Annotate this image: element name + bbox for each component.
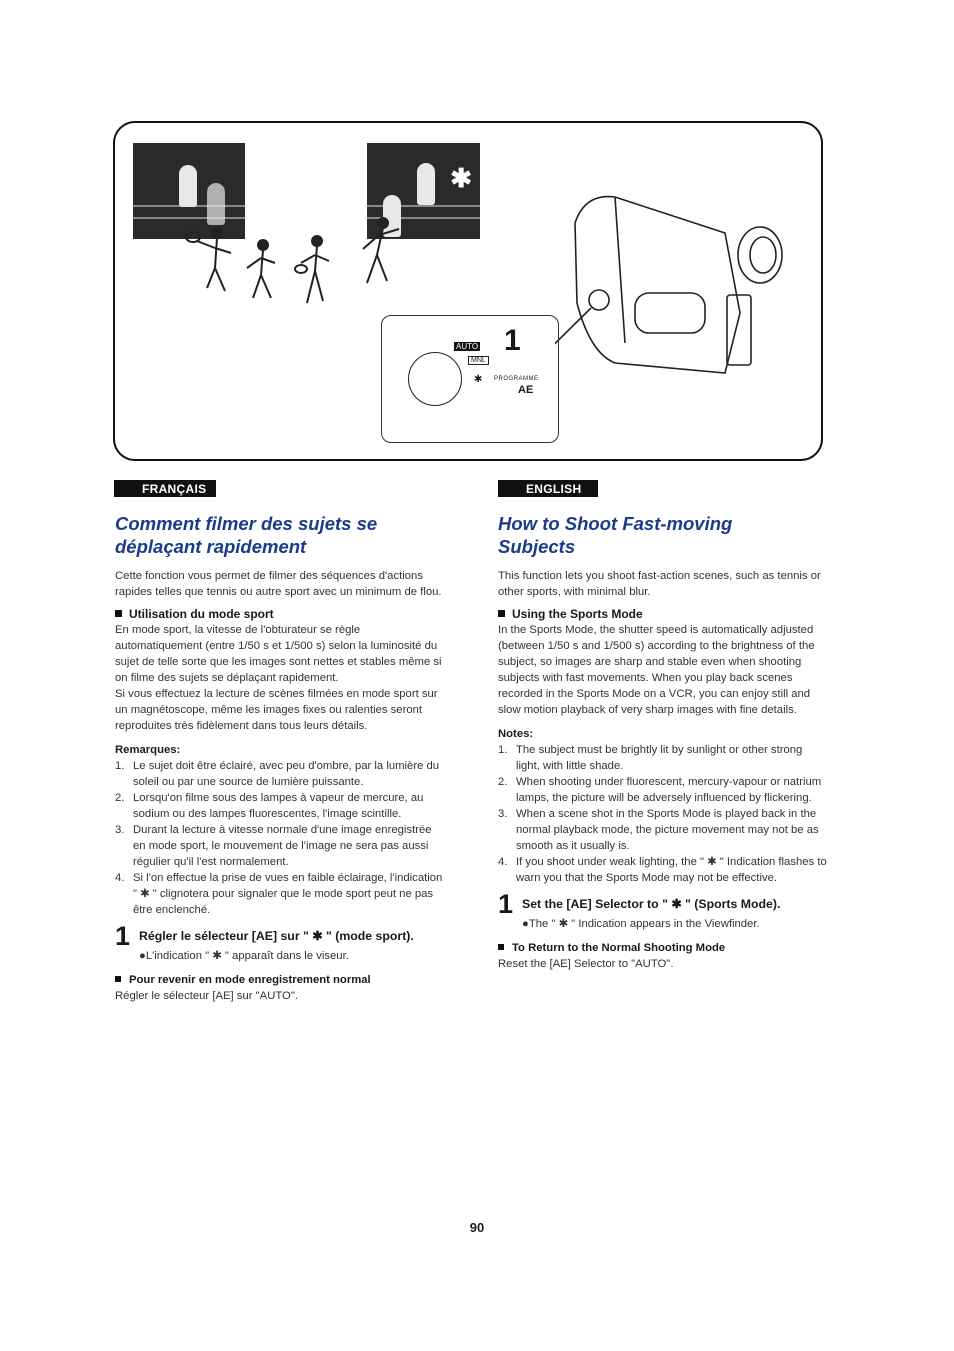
en-intro: This function lets you shoot fast-action scenes, such as tennis or other sports, with minimal blur. (498, 570, 821, 598)
ae-selector-dial (408, 352, 462, 406)
mnl-label: MNL (468, 356, 489, 365)
tab-english: ENGLISH (498, 480, 598, 497)
fr-section-heading: Utilisation du mode sport (115, 606, 445, 622)
list-item: 4. If you shoot under weak lighting, the " ✱ " Indication flashes to warn you that the Sports Mode may not be effective. (498, 856, 827, 884)
sports-mode-icon: ✱ (474, 374, 483, 385)
en-return-heading: To Return to the Normal Shooting Mode (498, 940, 828, 956)
list-item: 4. Si l'on effectue la prise de vues en faible éclairage, l'indication " ✱ " clignotera pour signaler que le mode sport peut ne pas être enclenché. (115, 872, 443, 916)
en-step-text: Set the [AE] Selector to " ✱ " (Sports Mode). (522, 897, 781, 911)
sports-mode-icon: ✱ (450, 163, 472, 193)
step-number: 1 (115, 921, 131, 951)
ae-selector-inset (381, 315, 559, 443)
en-title: How to Shoot Fast-moving Subjects (498, 513, 733, 557)
list-item: 2. Lorsqu'on filme sous des lampes à vapeur de mercure, au sodium ou des lampes fluorescentes, l'image scintille. (115, 792, 424, 820)
step-number: 1 (498, 889, 514, 919)
fr-intro: Cette fonction vous permet de filmer des séquences d'actions rapides telles que tennis ou autre sport avec un minimum de flou. (115, 570, 442, 598)
tennis-player-silhouettes (167, 213, 417, 313)
illustration-frame (113, 121, 823, 461)
tab-francais: FRANÇAIS (114, 480, 216, 497)
list-item: 2. When shooting under fluorescent, mercury-vapour or natrium lamps, the picture will be adversely influenced by flickering. (498, 776, 822, 804)
fr-step-bullet: ●L'indication " ✱ " apparaît dans le viseur. (139, 950, 349, 962)
english-column (498, 512, 828, 972)
en-section-para: In the Sports Mode, the shutter speed is automatically adjusted (between 1/50 s and 1/500 s) according to the brightness of the subject, so images are sharp and stable even when shooting subjects with fast movements. When you play back scenes recorded in the Sports Mode on a VCR, you can enjoy still and slow motion playback of very sharp images with fine details. (498, 624, 815, 716)
fr-step-text: Régler le sélecteur [AE] sur " ✱ " (mode sport). (139, 929, 414, 943)
auto-label: AUTO (456, 342, 479, 351)
en-step-1 (498, 889, 828, 919)
fr-return-heading: Pour revenir en mode enregistrement normal (115, 972, 445, 988)
fr-return-text: Régler le sélecteur [AE] sur "AUTO". (115, 990, 298, 1002)
fr-title: Comment filmer des sujets se déplaçant rapidement (115, 513, 378, 557)
en-step-bullet: ●The " ✱ " Indication appears in the Viewfinder. (522, 918, 760, 930)
ae-label: AE (518, 384, 534, 396)
list-item: 3. Durant la lecture à vitesse normale d'une image enregistrée en mode sport, le mouvement de l'image ne sera pas aussi régulier qu'il l'est normalement. (115, 824, 432, 868)
programme-label: PROGRAMME (494, 376, 539, 382)
page-number: 90 (469, 1220, 485, 1235)
fr-section-para-2: Si vous effectuez la lecture de scènes filmées en mode sport sur un magnétoscope, même les images fixes ou ralenties seront reproduites très fidèlement dans tous leurs détails. (115, 688, 438, 732)
french-column (115, 512, 445, 1004)
en-notes-title: Notes: (498, 728, 534, 740)
fr-notes-list (115, 758, 445, 918)
fr-section-para-1: En mode sport, la vitesse de l'obturateur se règle automatiquement (entre 1/50 s et 1/500 s) selon la luminosité du sujet de telle sorte que les images sont nettes et stables même si on filme des sujets se déplaçant rapidement. (115, 624, 442, 684)
list-item: 1. The subject must be brightly lit by sunlight or other strong light, with little shade. (498, 744, 803, 772)
en-section-heading: Using the Sports Mode (498, 606, 828, 622)
fr-step-1 (115, 921, 445, 951)
list-item: 1. Le sujet doit être éclairé, avec peu d'ombre, par la lumière du soleil ou par une source de lumière puissante. (115, 760, 440, 788)
figure-step-number: 1 (504, 324, 521, 357)
en-return-text: Reset the [AE] Selector to "AUTO". (498, 958, 674, 970)
list-item: 3. When a scene shot in the Sports Mode is played back in the normal playback mode, the picture movement may not be as smooth as it usually is. (498, 808, 819, 852)
fr-notes-title: Remarques: (115, 744, 181, 756)
en-notes-list (498, 742, 828, 886)
camcorder-illustration (555, 183, 785, 383)
